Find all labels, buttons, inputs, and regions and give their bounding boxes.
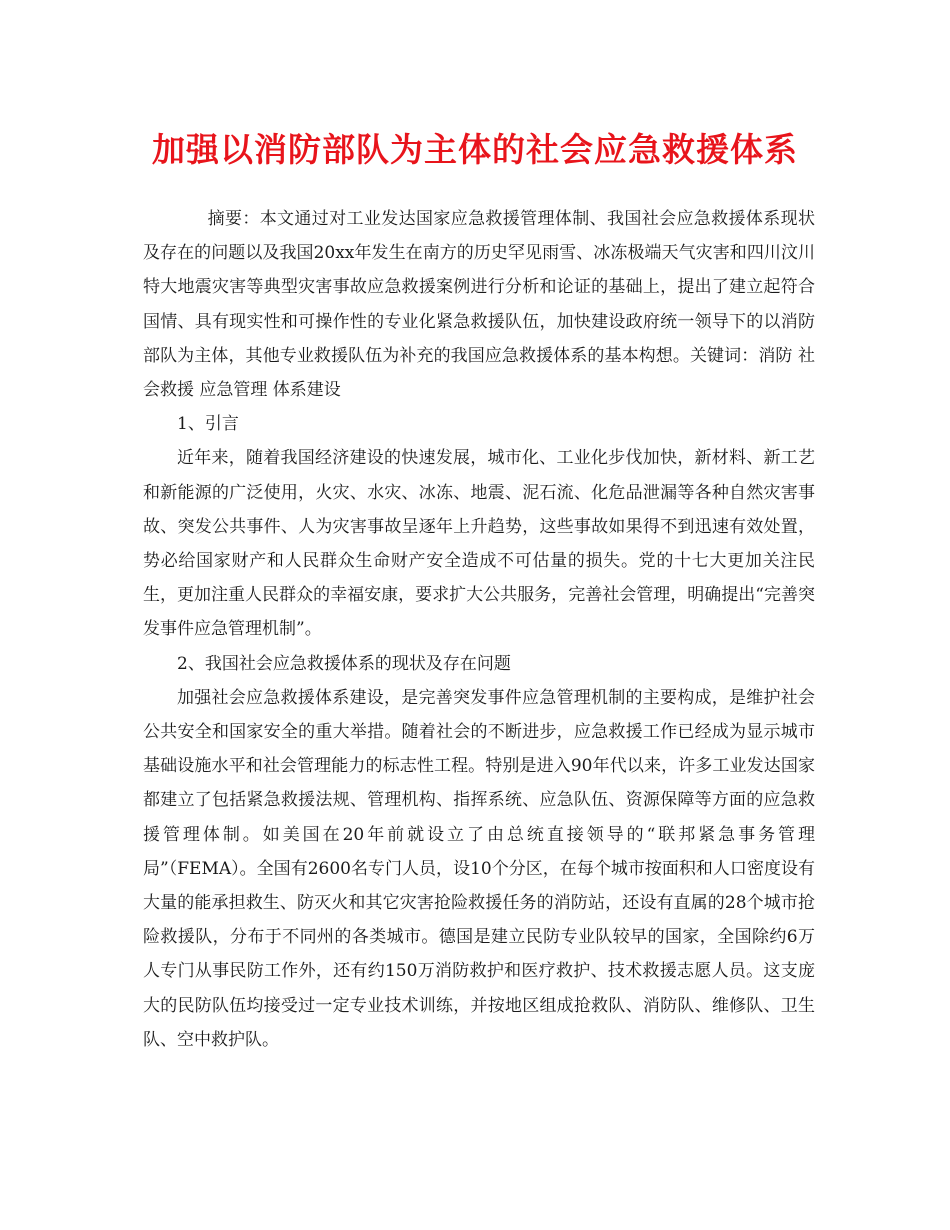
document-body <box>143 202 815 1057</box>
section-1-heading: 1、引言 <box>177 414 239 435</box>
section-2-paragraph: 加强社会应急救援体系建设，是完善突发事件应急管理机制的主要构成，是维护社会公共安全和国家安全的重大举措。随着社会的不断进步，应急救援工作已经成为显示城市基础设施水平和社会管理能力的标志性工程。特别是进入90年代以来，许多工业发达国家都建立了包括紧急救援法规、管理机构、指挥系统、应急队伍、资源保障等方面的应急救援管理体制。如美国在20年前就设立了由总统直接领导的“联邦紧急事务管理局”（FEMA）。全国有2600名专门人员，设10个分区，在每个城市按面积和人口密度设有大量的能承担救生、防灭火和其它灾害抢险救援任务的消防站，还设有直属的28个城市抢险救援队，分布于不同州的各类城市。德国是建立民防专业队较早的国家，全国除约6万人专门从事民防工作外，还有约150万消防救护和医疗救护、技术救援志愿人员。这支庞大的民防队伍均接受过一定专业技术训练，并按地区组成抢救队、消防队、维修队、卫生队、空中救护队。 <box>143 687 815 1050</box>
section-1-paragraph: 近年来，随着我国经济建设的快速发展，城市化、工业化步伐加快，新材料、新工艺和新能源的广泛使用，火灾、水灾、冰冻、地震、泥石流、化危品泄漏等各种自然灾害事故、突发公共事件、人为灾害事故呈逐年上升趋势，这些事故如果得不到迅速有效处置，势必给国家财产和人民群众生命财产安全造成不可估量的损失。党的十七大更加关注民生，更加注重人民群众的幸福安康，要求扩大公共服务，完善社会管理，明确提出“完善突发事件应急管理机制”。 <box>143 448 815 640</box>
section-2-heading: 2、我国社会应急救援体系的现状及存在问题 <box>177 653 511 674</box>
abstract-paragraph: 摘要：本文通过对工业发达国家应急救援管理体制、我国社会应急救援体系现状及存在的问题以及我国20xx年发生在南方的历史罕见雨雪、冰冻极端天气灾害和四川汶川特大地震灾害等典型灾害事故应急救援案例进行分析和论证的基础上，提出了建立起符合国情、具有现实性和可操作性的专业化紧急救援队伍，加快建设政府统一领导下的以消防部队为主体，其他专业救援队伍为补充的我国应急救援体系的基本构想。关键词：消防 社会救援 应急管理 体系建设 <box>143 209 815 401</box>
document-title: 加强以消防部队为主体的社会应急救援体系 <box>152 130 798 169</box>
